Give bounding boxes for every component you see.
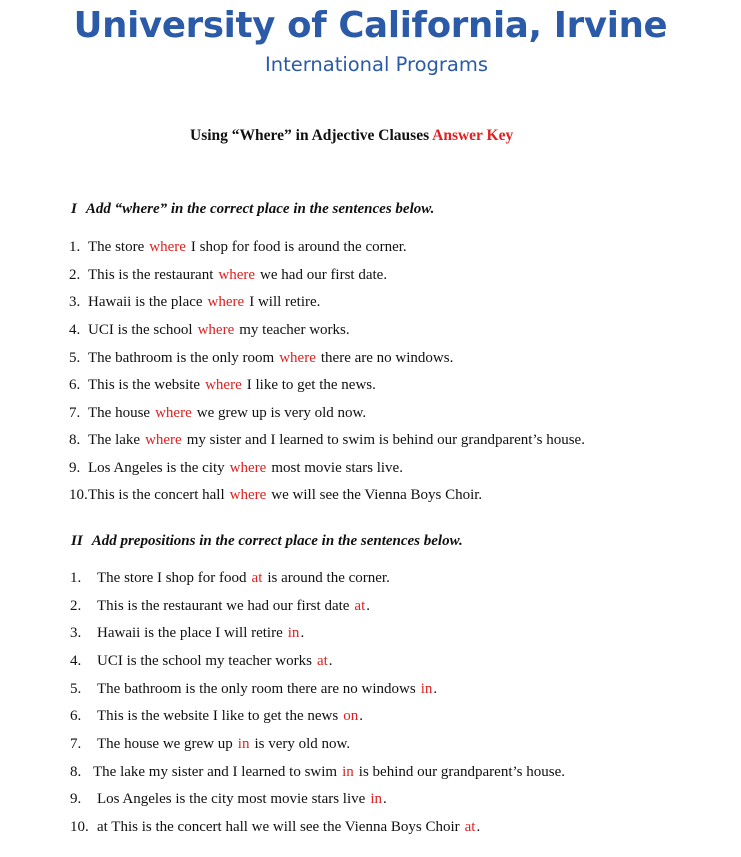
item-before: The lake my sister and I learned to swim <box>93 764 338 780</box>
section-1-instruction: Add “where” in the correct place in the sentences below. <box>85 201 435 217</box>
list-item <box>70 707 363 725</box>
item-before: The bathroom is the only room there are no windows <box>97 681 416 697</box>
item-after: is behind our grandparent’s house. <box>358 764 565 780</box>
item-answer: where <box>155 405 192 421</box>
item-after: I shop for food is around the corner. <box>190 239 407 255</box>
item-number: 9. <box>70 791 82 807</box>
item-before: The bathroom is the only room <box>88 350 275 366</box>
item-before: The house we grew up <box>97 736 233 752</box>
item-after: is very old now. <box>254 736 351 752</box>
item-answer: where <box>207 294 245 310</box>
title-text: Using “Where” in Adjective Clauses <box>190 127 430 144</box>
item-before: Los Angeles is the city <box>88 460 225 476</box>
list-item <box>70 597 370 615</box>
item-number: 4. <box>69 322 81 338</box>
item-number: 1. <box>70 570 82 586</box>
item-after: . <box>366 598 370 614</box>
item-number: 4. <box>70 653 82 669</box>
item-after: we had our first date. <box>260 267 388 283</box>
section-1-number: I <box>71 201 77 217</box>
item-answer: at <box>464 819 476 835</box>
item-after: is around the corner. <box>267 570 390 586</box>
item-before: Los Angeles is the city most movie stars live <box>97 791 366 807</box>
list-item <box>69 376 376 394</box>
item-after: . <box>300 625 305 641</box>
section-2-heading <box>71 533 463 550</box>
list-item <box>70 763 565 781</box>
item-before: The house <box>88 405 151 421</box>
item-number: 9. <box>69 460 81 476</box>
item-after: there are no windows. <box>320 350 454 366</box>
item-number: 6. <box>69 377 81 393</box>
item-answer: where <box>205 377 242 393</box>
item-number: 10. <box>70 819 89 835</box>
item-answer: in <box>342 764 354 780</box>
item-before: UCI is the school my teacher works <box>97 653 312 669</box>
list-item <box>69 266 387 284</box>
item-before: The store <box>88 239 145 255</box>
list-item <box>69 293 320 311</box>
item-answer: where <box>229 487 267 503</box>
list-item <box>70 652 333 670</box>
item-number: 7. <box>70 736 82 752</box>
list-item <box>69 431 585 449</box>
item-after: . <box>359 708 363 724</box>
item-before: This is the website <box>88 377 201 393</box>
section-2-instruction: Add prepositions in the correct place in the sentences below. <box>91 533 463 549</box>
university-name: University of California, Irvine <box>73 5 668 46</box>
item-before: This is the restaurant <box>88 267 214 283</box>
item-number: 5. <box>70 681 82 697</box>
list-item <box>69 238 407 256</box>
list-item <box>70 790 387 808</box>
item-after: my sister and I learned to swim is behind our grandparent’s house. <box>186 432 585 448</box>
list-item <box>69 321 350 339</box>
list-item <box>70 818 480 836</box>
item-number: 8. <box>70 764 82 780</box>
item-answer: on <box>343 708 359 724</box>
item-after: . <box>382 791 387 807</box>
item-before: This is the concert hall <box>88 487 225 503</box>
item-after: . <box>476 819 481 835</box>
item-number: 8. <box>69 432 81 448</box>
list-item <box>69 404 366 422</box>
item-after: most movie stars live. <box>271 460 403 476</box>
item-after: . <box>328 653 333 669</box>
list-item <box>70 680 437 698</box>
item-answer: where <box>218 267 256 283</box>
item-number: 3. <box>70 625 82 641</box>
item-after: . <box>433 681 438 697</box>
list-item <box>69 349 453 367</box>
page-title <box>190 127 513 145</box>
item-answer: where <box>197 322 235 338</box>
item-after: we grew up is very old now. <box>196 405 367 421</box>
item-answer: in <box>237 736 250 752</box>
item-answer: where <box>279 350 316 366</box>
item-number: 7. <box>69 405 81 421</box>
programs-name: International Programs <box>264 53 489 76</box>
item-answer: where <box>149 239 186 255</box>
item-before: Hawaii is the place I will retire <box>97 625 283 641</box>
item-before: This is the website I like to get the news <box>97 708 339 724</box>
item-number: 1. <box>69 239 81 255</box>
item-number: 6. <box>70 708 82 724</box>
section-1-heading <box>71 201 434 218</box>
item-answer: where <box>145 432 182 448</box>
item-answer: in <box>370 791 382 807</box>
item-after: we will see the Vienna Boys Choir. <box>271 487 483 503</box>
item-after: my teacher works. <box>239 322 350 338</box>
item-answer: where <box>229 460 267 476</box>
item-before: Hawaii is the place <box>88 294 203 310</box>
list-item <box>70 569 390 587</box>
item-after: I will retire. <box>249 294 321 310</box>
item-number: 2. <box>70 598 82 614</box>
item-answer: at <box>251 570 263 586</box>
item-number: 5. <box>69 350 81 366</box>
item-answer: in <box>420 681 433 697</box>
item-number: 2. <box>69 267 81 283</box>
list-item <box>69 459 403 477</box>
item-number: 10. <box>69 487 88 503</box>
list-item <box>70 624 304 642</box>
item-answer: at <box>316 653 328 669</box>
item-answer: in <box>287 625 300 641</box>
item-number: 3. <box>69 294 81 310</box>
section-2-number: II <box>71 533 83 549</box>
item-before: at This is the concert hall we will see the Vienna Boys Choir <box>97 819 460 835</box>
list-item <box>69 486 482 504</box>
item-before: UCI is the school <box>88 322 193 338</box>
item-before: This is the restaurant we had our first date <box>97 598 350 614</box>
item-before: The store I shop for food <box>97 570 247 586</box>
answer-key-label: Answer Key <box>432 127 514 144</box>
item-answer: at <box>354 598 366 614</box>
item-after: I like to get the news. <box>246 377 376 393</box>
item-before: The lake <box>88 432 141 448</box>
list-item <box>70 735 350 753</box>
